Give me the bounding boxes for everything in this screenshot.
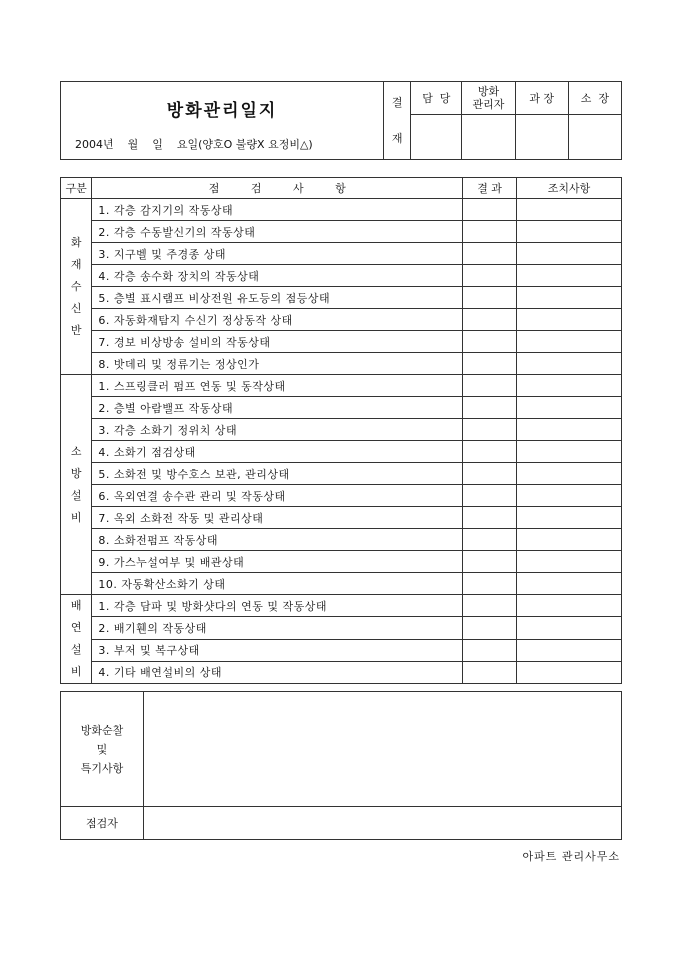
category-cell: [61, 199, 92, 375]
result-cell[interactable]: [463, 595, 517, 617]
result-cell[interactable]: [463, 309, 517, 331]
table-row: [61, 551, 622, 573]
result-cell[interactable]: [463, 375, 517, 397]
action-cell[interactable]: [516, 265, 621, 287]
category-char: 연: [70, 621, 82, 634]
result-cell[interactable]: [463, 617, 517, 639]
sign-box-manager[interactable]: [411, 115, 462, 160]
inspection-item: 3. 각층 소화기 정위치 상태: [92, 419, 463, 441]
action-cell[interactable]: [516, 243, 621, 265]
title-cell: [61, 82, 384, 160]
date-line: 2004년 월 일 요일(양호O 불량X 요정비△): [75, 138, 313, 151]
inspection-item: 4. 각층 송수화 장치의 작동상태: [92, 265, 463, 287]
action-cell[interactable]: [516, 661, 621, 683]
category-char: 비: [70, 510, 82, 524]
inspector-field[interactable]: [144, 807, 622, 840]
table-row: [61, 529, 622, 551]
table-row: [61, 639, 622, 661]
inspection-item: 9. 가스누설여부 및 배관상태: [92, 551, 463, 573]
footer-org: 아파트 관리사무소: [522, 850, 620, 863]
inspection-item: 3. 지구벨 및 주경종 상태: [92, 243, 463, 265]
table-row: [61, 595, 622, 617]
sign-box-fire-manager[interactable]: [462, 115, 515, 160]
notes-label-line: 및: [96, 742, 108, 756]
header-inspection: 점 검 사 항: [92, 178, 463, 199]
approval-label-bottom: 재: [391, 131, 403, 145]
inspector-label: 점검자: [61, 807, 144, 840]
inspection-item: 7. 경보 비상방송 설비의 작동상태: [92, 331, 463, 353]
notes-label-line: 특기사항: [80, 761, 124, 775]
sections-body: [61, 199, 622, 684]
action-cell[interactable]: [516, 397, 621, 419]
action-cell[interactable]: [516, 617, 621, 639]
notes-table: [60, 691, 622, 840]
action-cell[interactable]: [516, 419, 621, 441]
action-cell[interactable]: [516, 199, 621, 221]
header-category: 구분: [61, 178, 92, 199]
result-cell[interactable]: [463, 507, 517, 529]
category-char: 비: [70, 665, 82, 678]
approver-head-section-chief: 과 장: [515, 82, 568, 115]
action-cell[interactable]: [516, 595, 621, 617]
action-cell[interactable]: [516, 507, 621, 529]
notes-label-line: 방화순찰: [80, 723, 124, 737]
result-cell[interactable]: [463, 551, 517, 573]
approver-head-director: 소 장: [568, 82, 621, 115]
result-cell[interactable]: [463, 199, 517, 221]
table-row: [61, 353, 622, 375]
inspection-item: 5. 층별 표시램프 비상전원 유도등의 점등상태: [92, 287, 463, 309]
sign-box-section-chief[interactable]: [515, 115, 568, 160]
table-row: [61, 485, 622, 507]
table-row: [61, 309, 622, 331]
approver-head-fire-manager: 방화 관리자: [462, 82, 515, 115]
category-char: 소: [70, 444, 82, 458]
table-row: [61, 287, 622, 309]
inspection-item: 2. 각층 수동발신기의 작동상태: [92, 221, 463, 243]
category-char: 반: [70, 323, 82, 337]
document-title: 방화관리일지: [166, 101, 278, 121]
header-block: [60, 81, 622, 160]
inspection-item: 10. 자동확산소화기 상태: [92, 573, 463, 595]
inspection-item: 2. 층별 아람밸프 작동상태: [92, 397, 463, 419]
sign-box-director[interactable]: [568, 115, 621, 160]
approver-head-manager: 담 당: [411, 82, 462, 115]
result-cell[interactable]: [463, 485, 517, 507]
action-cell[interactable]: [516, 309, 621, 331]
notes-label: [61, 692, 144, 807]
action-cell[interactable]: [516, 485, 621, 507]
action-cell[interactable]: [516, 551, 621, 573]
category-char: 설: [70, 488, 82, 502]
table-row: [61, 463, 622, 485]
inspection-item: 6. 자동화재탐지 수신기 정상동작 상태: [92, 309, 463, 331]
table-header-row: [61, 178, 622, 199]
inspection-item: 3. 부저 및 복구상태: [92, 639, 463, 661]
header-action: 조치사항: [516, 178, 621, 199]
result-cell[interactable]: [463, 221, 517, 243]
result-cell[interactable]: [463, 265, 517, 287]
inspection-item: 8. 밧데리 및 정류기는 정상인가: [92, 353, 463, 375]
table-row: [61, 265, 622, 287]
action-cell[interactable]: [516, 331, 621, 353]
table-row: [61, 397, 622, 419]
inspection-item: 1. 각층 담파 및 방화샷다의 연동 및 작동상태: [92, 595, 463, 617]
inspection-table: [60, 177, 622, 684]
table-row: [61, 419, 622, 441]
table-row: [61, 221, 622, 243]
inspection-item: 7. 옥외 소화전 작동 및 관리상태: [92, 507, 463, 529]
category-cell: [61, 375, 92, 595]
result-cell[interactable]: [463, 243, 517, 265]
table-row: [61, 507, 622, 529]
action-cell[interactable]: [516, 573, 621, 595]
category-char: 재: [70, 257, 82, 271]
action-cell[interactable]: [516, 375, 621, 397]
action-cell[interactable]: [516, 529, 621, 551]
inspection-item: 4. 소화기 점검상태: [92, 441, 463, 463]
inspection-item: 1. 스프링클러 펌프 연동 및 동작상태: [92, 375, 463, 397]
category-char: 신: [70, 301, 82, 315]
table-row: [61, 331, 622, 353]
action-cell[interactable]: [516, 639, 621, 661]
result-cell[interactable]: [463, 331, 517, 353]
category-char: 화: [70, 235, 82, 249]
table-row: [61, 243, 622, 265]
result-cell[interactable]: [463, 639, 517, 661]
header-result: 결 과: [463, 178, 517, 199]
result-cell[interactable]: [463, 287, 517, 309]
action-cell[interactable]: [516, 353, 621, 375]
table-row: [61, 661, 622, 683]
result-cell[interactable]: [463, 419, 517, 441]
table-row: [61, 573, 622, 595]
category-char: 배: [70, 599, 82, 612]
result-cell[interactable]: [463, 573, 517, 595]
approval-label: [384, 82, 411, 160]
result-cell[interactable]: [463, 463, 517, 485]
result-cell[interactable]: [463, 353, 517, 375]
approval-label-top: 결: [391, 95, 403, 109]
result-cell[interactable]: [463, 529, 517, 551]
result-cell[interactable]: [463, 441, 517, 463]
table-row: [61, 199, 622, 221]
inspection-item: 6. 옥외연결 송수관 관리 및 작동상태: [92, 485, 463, 507]
category-char: 방: [70, 466, 82, 480]
inspection-item: 1. 각층 감지기의 작동상태: [92, 199, 463, 221]
inspection-item: 8. 소화전펌프 작동상태: [92, 529, 463, 551]
category-char: 수: [70, 279, 82, 293]
category-cell: [61, 595, 92, 684]
action-cell[interactable]: [516, 221, 621, 243]
notes-field[interactable]: [144, 692, 622, 807]
table-row: [61, 375, 622, 397]
inspection-item: 4. 기타 배연설비의 상태: [92, 661, 463, 683]
result-cell[interactable]: [463, 397, 517, 419]
inspection-item: 2. 배기휀의 작동상태: [92, 617, 463, 639]
table-row: [61, 617, 622, 639]
table-row: [61, 441, 622, 463]
action-cell[interactable]: [516, 441, 621, 463]
inspection-item: 5. 소화전 및 방수호스 보관, 관리상태: [92, 463, 463, 485]
action-cell[interactable]: [516, 287, 621, 309]
category-char: 설: [70, 643, 82, 656]
action-cell[interactable]: [516, 463, 621, 485]
result-cell[interactable]: [463, 661, 517, 683]
